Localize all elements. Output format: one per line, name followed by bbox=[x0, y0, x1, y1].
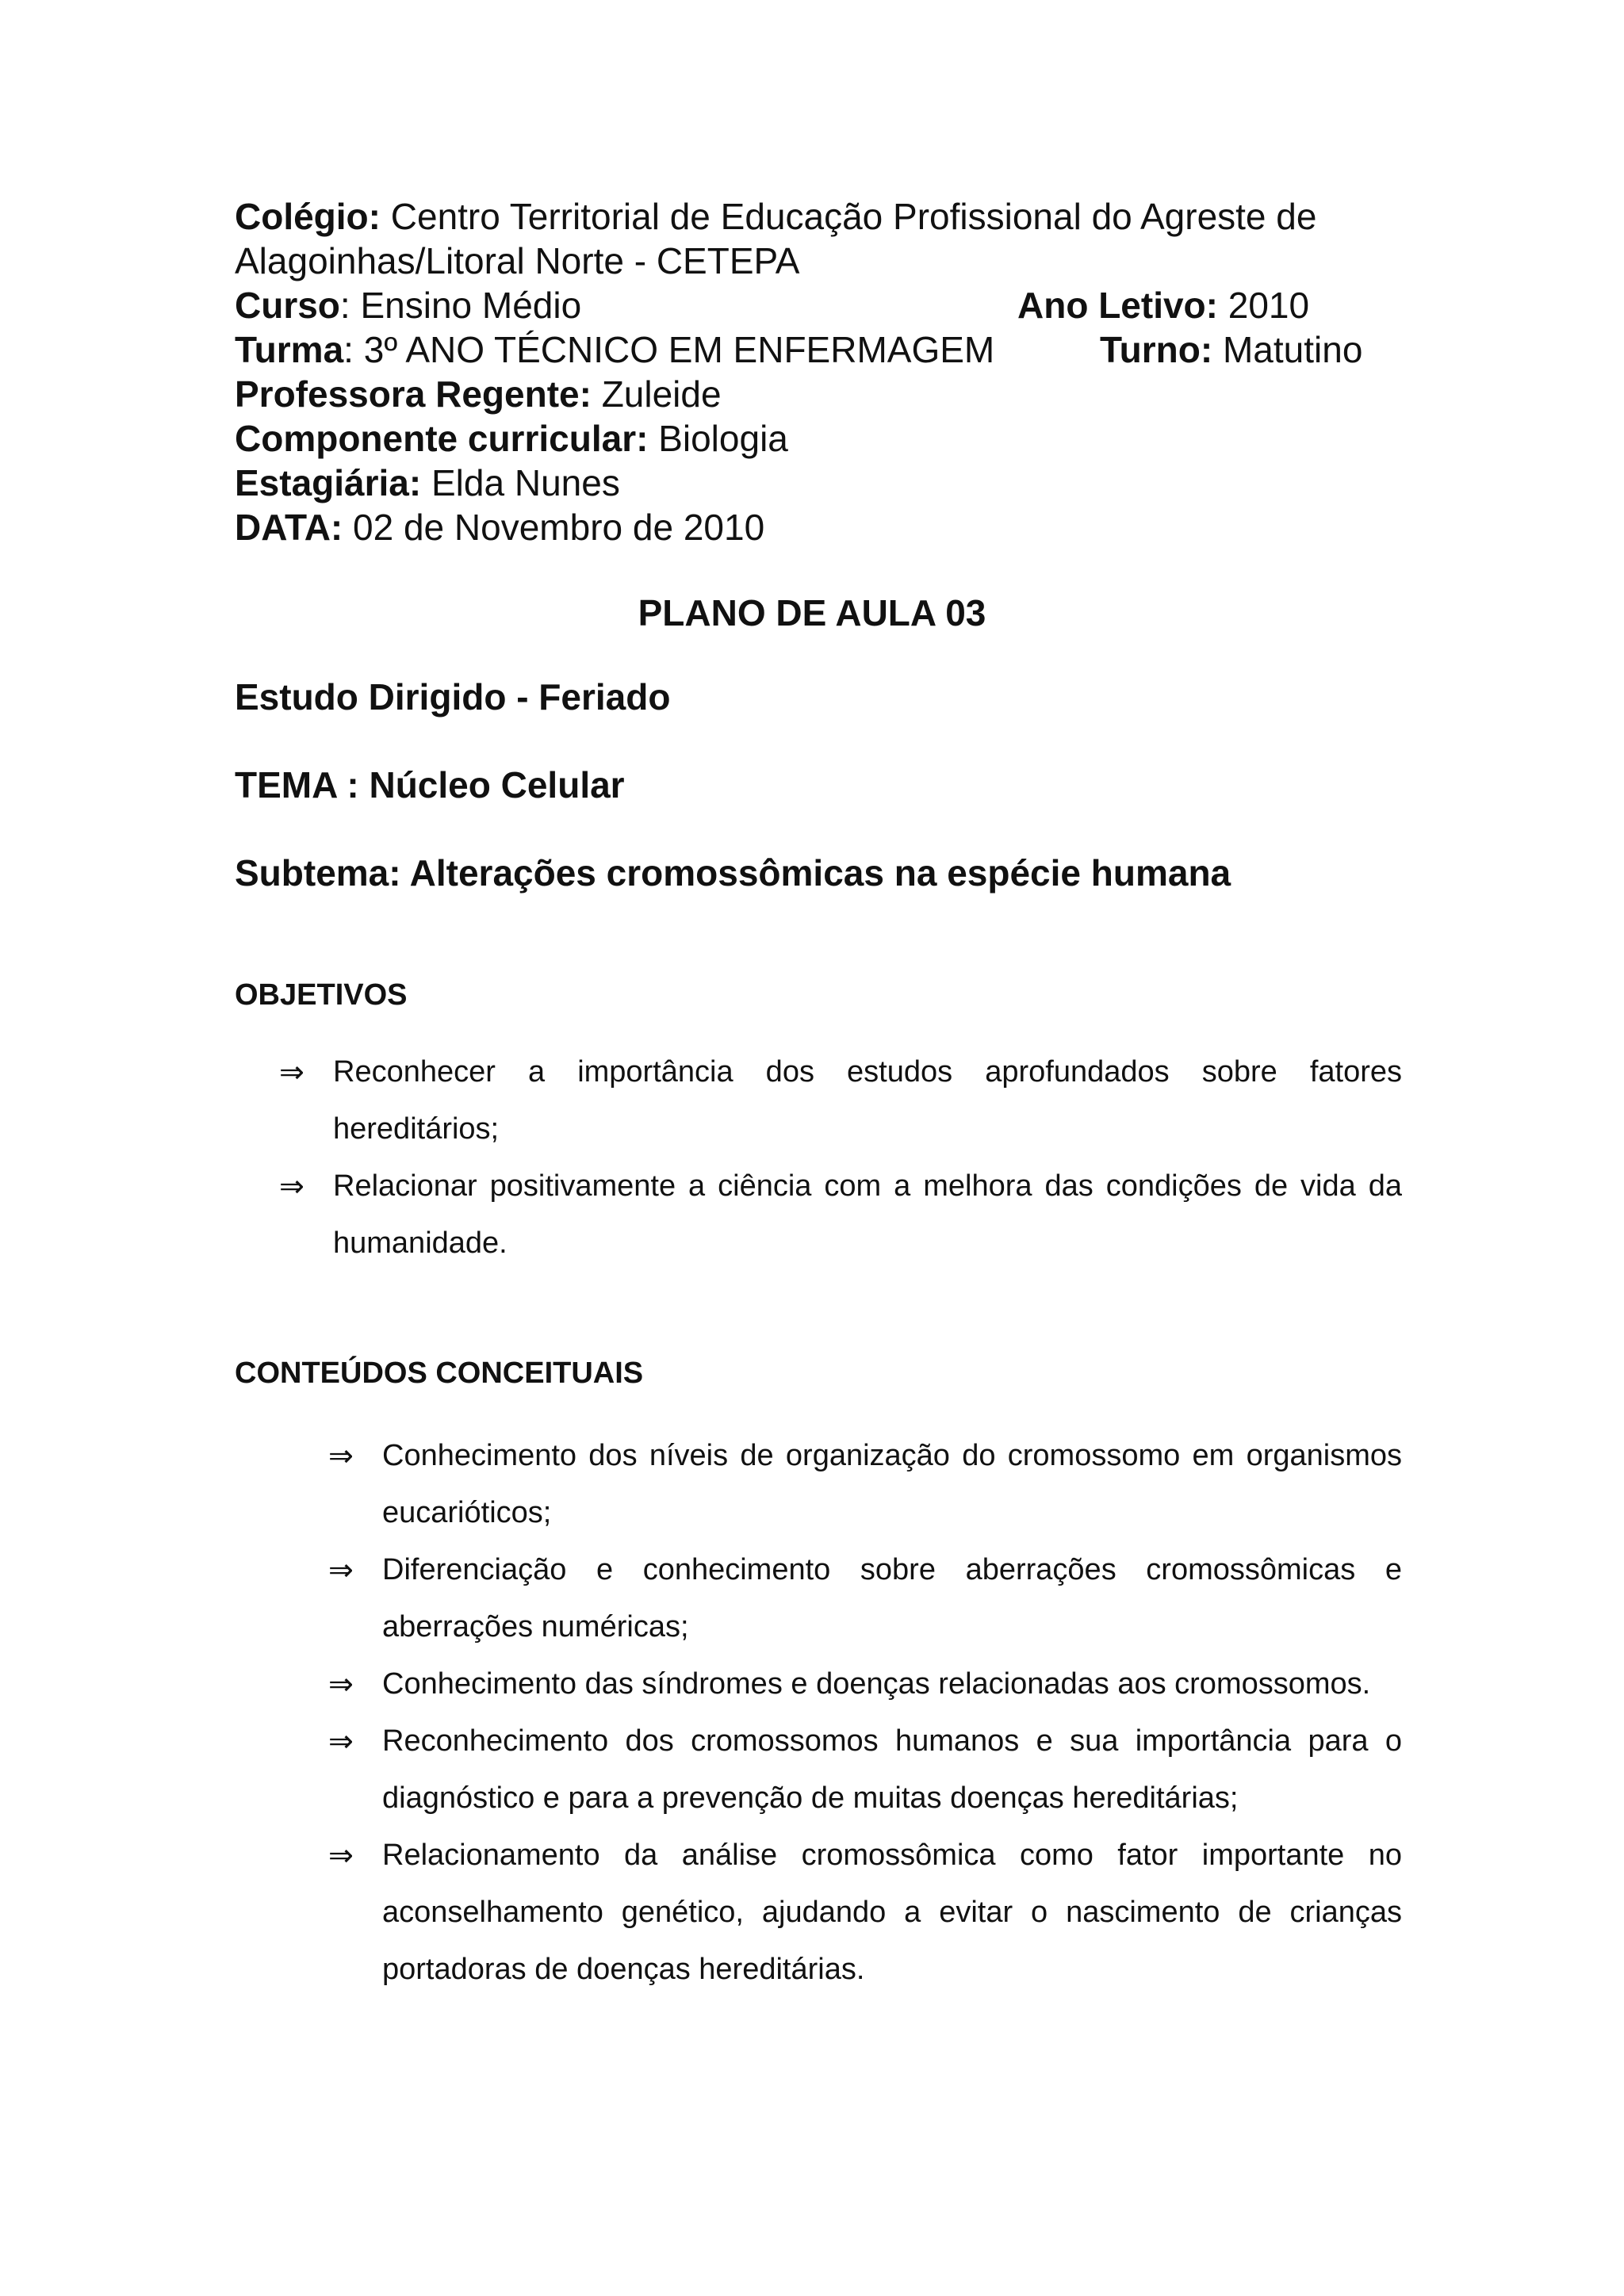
professora-value: Zuleide bbox=[591, 373, 722, 415]
conteudos-heading: CONTEÚDOS CONCEITUAIS bbox=[235, 1357, 644, 1390]
professora-line bbox=[235, 372, 722, 416]
colegio-line-2 bbox=[235, 239, 799, 283]
list-item-text: Conhecimento dos níveis de organização do cromossomo em organismos eucarióticos; bbox=[382, 1439, 1402, 1529]
list-item bbox=[279, 1043, 1402, 1158]
data-label: DATA: bbox=[235, 507, 343, 548]
page-title: PLANO DE AULA 03 bbox=[638, 592, 986, 633]
ano-letivo-value: 2010 bbox=[1217, 285, 1310, 326]
data-line bbox=[235, 505, 764, 549]
colegio-label: Colégio: bbox=[235, 196, 381, 237]
list-item bbox=[328, 1655, 1402, 1712]
turno bbox=[1100, 327, 1362, 372]
componente-line bbox=[235, 416, 788, 461]
list-item bbox=[328, 1712, 1402, 1827]
list-item bbox=[328, 1541, 1402, 1655]
list-item bbox=[328, 1427, 1402, 1541]
curso-value: : Ensino Médio bbox=[339, 285, 582, 326]
estagiaria-line bbox=[235, 461, 620, 505]
subtema-line: Subtema: Alterações cromossômicas na espécie humana bbox=[235, 852, 1231, 894]
list-item-text: Reconhecer a importância dos estudos aprofundados sobre fatores hereditários; bbox=[333, 1055, 1402, 1146]
double-arrow-icon: ⇒ bbox=[328, 1552, 354, 1587]
list-item-text: Relacionamento da análise cromossômica como fator importante no aconselhamento genético, ajudando a evitar o nascimento de crianças portadoras de doenças hereditárias. bbox=[382, 1839, 1402, 1986]
colegio-value-line2: Alagoinhas/Litoral Norte - CETEPA bbox=[235, 240, 800, 281]
componente-label: Componente curricular: bbox=[235, 418, 649, 459]
double-arrow-icon: ⇒ bbox=[328, 1838, 354, 1873]
estagiaria-value: Elda Nunes bbox=[421, 462, 620, 503]
objetivos-list bbox=[279, 1043, 1402, 1272]
componente-value: Biologia bbox=[648, 418, 788, 459]
curso-label: Curso bbox=[235, 285, 340, 326]
conteudos-list bbox=[328, 1427, 1402, 1998]
objetivos-heading: OBJETIVOS bbox=[235, 978, 408, 1012]
double-arrow-icon: ⇒ bbox=[328, 1438, 354, 1473]
estudo-dirigido: Estudo Dirigido - Feriado bbox=[235, 676, 671, 718]
tema-line: TEMA : Núcleo Celular bbox=[235, 764, 625, 806]
double-arrow-icon: ⇒ bbox=[279, 1054, 304, 1089]
estagiaria-label: Estagiária: bbox=[235, 462, 422, 503]
list-item-text: Conhecimento das síndromes e doenças relacionadas aos cromossomos. bbox=[382, 1667, 1371, 1701]
turma-line bbox=[235, 327, 994, 372]
colegio-value: Centro Territorial de Educação Profissional do Agreste de bbox=[380, 196, 1317, 237]
list-item-text: Reconhecimento dos cromossomos humanos e sua importância para o diagnóstico e para a prevenção de muitas doenças hereditárias; bbox=[382, 1724, 1402, 1815]
list-item-text: Diferenciação e conhecimento sobre aberrações cromossômicas e aberrações numéricas; bbox=[382, 1553, 1402, 1644]
professora-label: Professora Regente: bbox=[235, 373, 592, 415]
turma-value: : 3º ANO TÉCNICO EM ENFERMAGEM bbox=[343, 329, 995, 370]
curso-line bbox=[235, 283, 581, 327]
turno-label: Turno: bbox=[1100, 329, 1213, 370]
colegio-line bbox=[235, 194, 1316, 239]
ano-letivo-label: Ano Letivo: bbox=[1017, 285, 1218, 326]
list-item bbox=[279, 1158, 1402, 1272]
data-value: 02 de Novembro de 2010 bbox=[343, 507, 765, 548]
list-item-text: Relacionar positivamente a ciência com a melhora das condições de vida da humanidade. bbox=[333, 1169, 1402, 1260]
double-arrow-icon: ⇒ bbox=[279, 1169, 304, 1203]
list-item bbox=[328, 1827, 1402, 1998]
turno-value: Matutino bbox=[1212, 329, 1363, 370]
double-arrow-icon: ⇒ bbox=[328, 1724, 354, 1758]
double-arrow-icon: ⇒ bbox=[328, 1667, 354, 1701]
turma-label: Turma bbox=[235, 329, 344, 370]
ano-letivo bbox=[1017, 283, 1309, 327]
